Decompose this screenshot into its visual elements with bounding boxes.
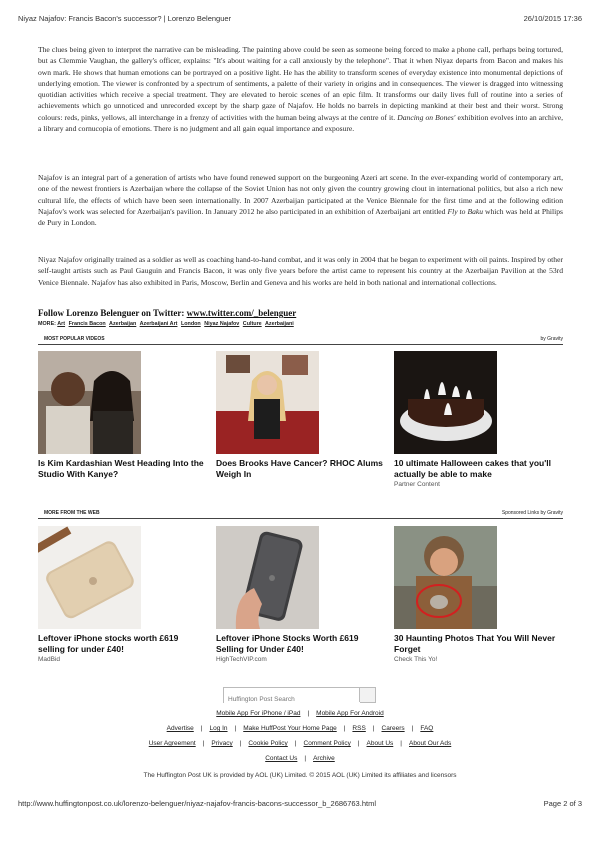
tag-link[interactable]: Azerbaijani Art (139, 321, 178, 327)
footer-link[interactable]: About Us (366, 740, 394, 747)
article-paragraph-2: Najafov is an integral part of a generation of artists who have found renewed support on the burgeoning Azeri art scene. In the ever-expanding world of contemporary art, one of the newest frontiers is Azerbaijan where the collapse of the Soviet Union has not only given the country growing clout in international politics, but also a rich new cultural life, the effects of which have been seen internationally. In 2007 Azerbaijan participated at the Venice Biennale for the first time and at the following edition Najafov's work was selected for Azerbaijan's pavilion. In January 2012 he also participated in an exhibition of Azerbaijani art entitled Fly to Baku which was held at Philips de Pury in London. (38, 173, 563, 228)
copyright-notice: The Huffington Post UK is provided by AOL (UK) Limited. © 2015 AOL (UK) Limited its affiliates and licensors (143, 772, 457, 779)
video-thumbnail[interactable] (394, 351, 497, 454)
section-header-popular-videos: MOST POPULAR VIDEOS by Gravity (38, 336, 563, 345)
tag-link[interactable]: Art (57, 321, 66, 327)
video-thumbnail[interactable] (216, 351, 319, 454)
footer-link[interactable]: About Our Ads (408, 740, 452, 747)
footer-link[interactable]: FAQ (420, 725, 434, 732)
footer-link[interactable]: Comment Policy (303, 740, 351, 747)
footer-link[interactable]: User Agreement (148, 740, 196, 747)
sponsored-title[interactable]: 30 Haunting Photos That You Will Never Forget (394, 633, 556, 654)
sponsored-card[interactable] (394, 526, 562, 663)
search-button[interactable] (359, 688, 375, 702)
footer-link[interactable]: Cookie Policy (248, 740, 288, 747)
sponsored-thumbnail[interactable] (216, 526, 319, 629)
sponsored-source: HighTechVIP.com (216, 656, 267, 663)
footer-links-row: Contact Us | Archive (265, 755, 335, 762)
tag-link[interactable]: Culture (242, 321, 262, 327)
footer-link[interactable]: Mobile App For Android (316, 710, 384, 717)
footer-link[interactable]: Make HuffPost Your Home Page (243, 725, 337, 732)
tag-link[interactable]: Azerbaijani (264, 321, 294, 327)
video-card[interactable] (38, 351, 206, 480)
video-source: Partner Content (394, 481, 440, 488)
footer-app-links: Mobile App For iPhone / iPad | Mobile App For Android (216, 710, 384, 717)
sponsored-thumbnail[interactable] (394, 526, 497, 629)
video-thumbnail[interactable] (38, 351, 141, 454)
tag-link[interactable]: Niyaz Najafov (204, 321, 240, 327)
video-title[interactable]: Does Brooks Have Cancer? RHOC Alums Weigh In (216, 458, 383, 479)
follow-twitter: Follow Lorenzo Belenguer on Twitter: www.twitter.com/_belenguer (38, 308, 297, 318)
sponsored-title[interactable]: Leftover iPhone Stocks Worth £619 Selling for Under £40! (216, 633, 359, 654)
video-title[interactable]: 10 ultimate Halloween cakes that you'll actually be able to make (394, 458, 551, 479)
video-title[interactable]: Is Kim Kardashian West Heading Into the Studio With Kanye? (38, 458, 204, 479)
footer-link[interactable]: Contact Us (265, 755, 298, 762)
article-paragraph-1: The clues being given to interpret the narrative can be misleading. The painting above could be seen as someone being forced to make a phone call, perhaps being tortured, but as Clemmie Vaughan, the gallery's officer, explains: "It's about waiting for a call anxiously by the telephone". That it when Niyaz departs from Bacon and makes his own mark. He shows that human emotions can be portrayed on a positive light. He has the ability to transform scenes of everyday existence into monumental depictions of underlying emotion. The viewer is confronted by a spectrum of sentiments, a palette of their variety in origins and in consequences. The viewer is dragged into witnessing quotidian activities which receive a special treatment. They are elevated to heroic scenes of an epic film. It transforms our daily lives full of routine into a series of achievements which go unnoticed and unrecorded except by the sharp gaze of Najafov. He holds no barrels in depicting mankind at their best and their worst. Strong colours: reds, pinks, yellows, all interchange in a frenzy of activities with the human being always at the centre of it. Dancing on Bones' exhibition evolves into an archive, a library and cornucopia of emotions. There is no judgment and all gain equal importance and exposure. (38, 45, 564, 134)
tags-bar: MORE: Art Francis Bacon Azerbaijan Azerbaijani Art London Niyaz Najafov Culture Azerbaijani (38, 321, 294, 327)
video-card[interactable] (216, 351, 384, 480)
footer-link[interactable]: Log In (209, 725, 228, 732)
footer-link[interactable]: Archive (313, 755, 335, 762)
footer-link[interactable]: Mobile App For iPhone / iPad (216, 710, 301, 717)
sponsored-thumbnail[interactable] (38, 526, 141, 629)
tag-link[interactable]: London (180, 321, 201, 327)
print-date: 26/10/2015 17:36 (523, 14, 582, 23)
sponsored-card[interactable] (216, 526, 384, 663)
document-title: Niyaz Najafov: Francis Bacon's successor? | Lorenzo Belenguer (18, 14, 232, 23)
video-card[interactable] (394, 351, 562, 488)
footer-link[interactable]: Privacy (211, 740, 233, 747)
search-input[interactable] (224, 693, 360, 707)
sponsored-card[interactable] (38, 526, 206, 663)
footer-links-row: User Agreement | Privacy | Cookie Policy | Comment Policy | About Us | About Our Ads (148, 740, 452, 747)
twitter-link[interactable]: www.twitter.com/_belenguer (186, 308, 297, 318)
footer-link[interactable]: RSS (352, 725, 366, 732)
section-header-more-from-web: MORE FROM THE WEB Sponsored Links by Gravity (38, 510, 563, 519)
footer-links-row: Advertise | Log In | Make HuffPost Your Home Page | RSS | Careers | FAQ (166, 725, 434, 732)
page-number: Page 2 of 3 (543, 799, 582, 808)
page-url: http://www.huffingtonpost.co.uk/lorenzo-belenguer/niyaz-najafov-francis-bacons-successor_b_2686763.html (18, 799, 376, 808)
sponsored-title[interactable]: Leftover iPhone stocks worth £619 selling for under £40! (38, 633, 179, 654)
footer-link[interactable]: Advertise (166, 725, 194, 732)
footer-link[interactable]: Careers (381, 725, 405, 732)
sponsored-source: MadBid (38, 656, 61, 663)
article-paragraph-3: Niyaz Najafov originally trained as a soldier as well as coaching hand-to-hand combat, and it was only in 2004 that he began to experiment with oil paints. Inspired by other self-taught artists such as Paul Gauguin and Francis Bacon, it was only five years before the artist came to represent his country at the Azerbaijan Pavilion at the 53rd Venice Biennale. Najafov has also exhibited in Paris, Moscow, Berlin and Geneva and his works are held in both national and international collections. (38, 255, 563, 287)
exhibition-title: Dancing on Bones' (397, 112, 456, 122)
tag-link[interactable]: Azerbaijan (109, 321, 137, 327)
site-search (223, 687, 376, 703)
exhibition-title-2: Fly to Baku (447, 206, 484, 216)
sponsored-source: Check This Yo! (394, 656, 438, 663)
tag-link[interactable]: Francis Bacon (68, 321, 106, 327)
